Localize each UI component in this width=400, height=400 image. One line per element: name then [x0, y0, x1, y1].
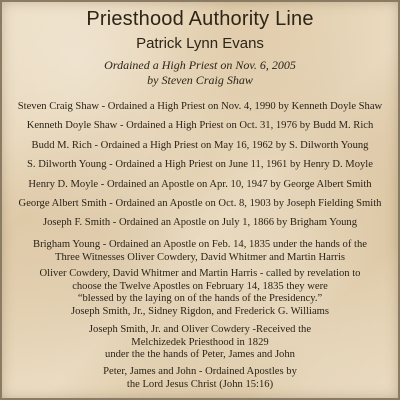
witnesses-line-1: Oliver Cowdery, David Whitmer and Martin Harris - called by revelation to	[39, 268, 361, 279]
chain-entry: Budd M. Rich - Ordained a High Priest on May 16, 1962 by S. Dilworth Young	[31, 139, 369, 151]
melchizedek-line-1: Joseph Smith, Jr. and Oliver Cowdery -Received the	[88, 324, 312, 335]
melchizedek-line-3: under the the hands of Peter, James and John	[105, 349, 295, 360]
apostles-line-1: Peter, James and John - Ordained Apostles by	[103, 366, 297, 377]
chain-entry: Henry D. Moyle - Ordained an Apostle on Apr. 10, 1947 by George Albert Smith	[28, 178, 372, 190]
melchizedek-entry	[0, 324, 400, 362]
brigham-line-1: Brigham Young - Ordained an Apostle on Feb. 14, 1835 under the hands of the	[33, 239, 367, 250]
apostles-entry	[0, 366, 400, 391]
brigham-young-entry	[0, 239, 400, 264]
ordination-line-1: Ordained a High Priest on Nov. 6, 2005	[104, 58, 296, 72]
melchizedek-line-2: Melchizedek Priesthood in 1829	[131, 336, 269, 348]
brigham-line-2: Three Witnesses Oliver Cowdery, David Whitmer and Martin Harris	[54, 251, 346, 263]
authority-chain-list	[0, 97, 400, 233]
chain-entry: S. Dilworth Young - Ordained a High Priest on June 11, 1961 by Henry D. Moyle	[27, 159, 373, 171]
chain-entry: Kenneth Doyle Shaw - Ordained a High Priest on Oct. 31, 1976 by Budd M. Rich	[26, 120, 374, 132]
witnesses-line-3: “blessed by the laying on of the hands of the Presidency.”	[77, 293, 323, 304]
page-title: Priesthood Authority Line	[86, 8, 314, 30]
witnesses-line-4: Joseph Smith, Jr., Sidney Rigdon, and Frederick G. Williams	[70, 305, 330, 317]
chain-entry: George Albert Smith - Ordained an Apostle on Oct. 8, 1903 by Joseph Fielding Smith	[18, 197, 382, 209]
chain-entry: Joseph F. Smith - Ordained an Apostle on July 1, 1866 by Brigham Young	[42, 217, 358, 229]
three-witnesses-entry	[0, 268, 400, 318]
chain-entry: Steven Craig Shaw - Ordained a High Priest on Nov. 4, 1990 by Kenneth Doyle Shaw	[17, 101, 383, 112]
witnesses-line-2: choose the Twelve Apostles on February 14, 1835 they were	[72, 280, 328, 292]
apostles-line-2: the Lord Jesus Christ (John 15:16)	[126, 378, 274, 390]
person-name: Patrick Lynn Evans	[136, 35, 264, 52]
ordination-line-2: by Steven Craig Shaw	[147, 73, 253, 87]
